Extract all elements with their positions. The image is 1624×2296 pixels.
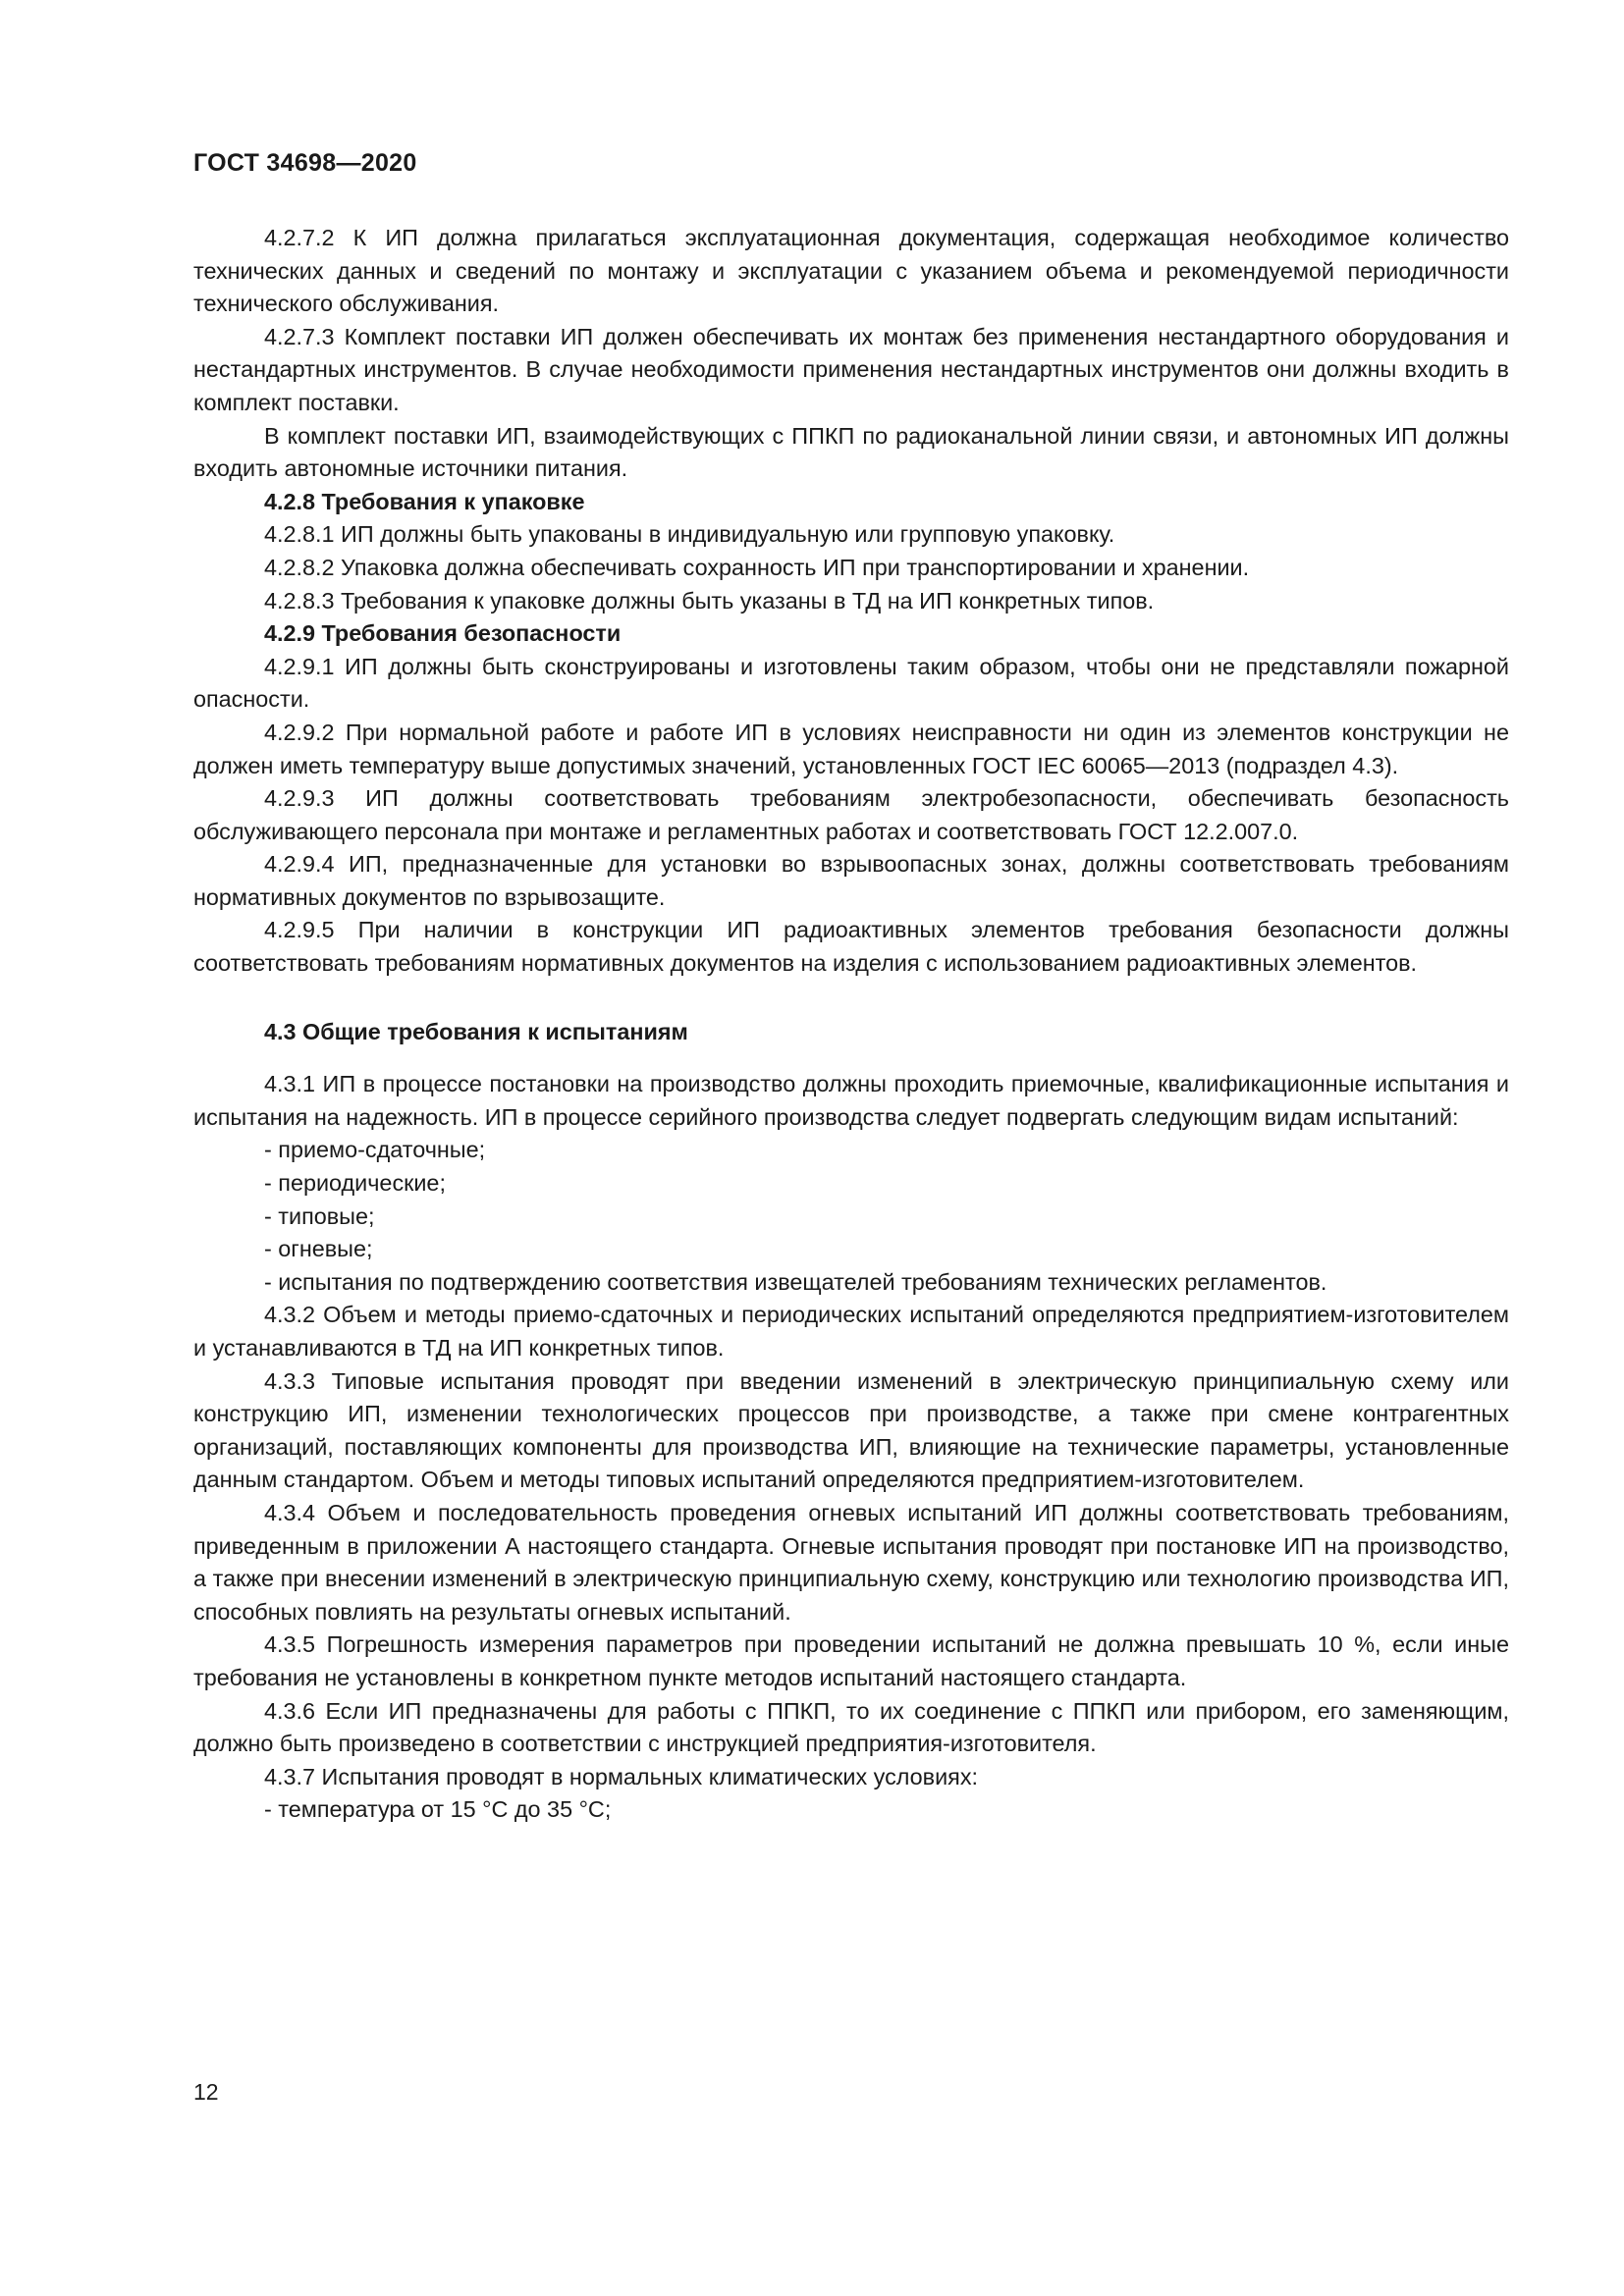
document-body [193,222,1509,1827]
paragraph: 4.2.7.2 К ИП должна прилагаться эксплуатационная документация, содержащая необходимое количество технических данных и сведений по монтажу и эксплуатации с указанием объема и рекомендуемой периодичности технического обслуживания. [193,225,1509,317]
paragraph: 4.3.3 Типовые испытания проводят при введении изменений в электрическую принципиальную схему или конструкцию ИП, изменении технологических процессов при производстве, а также при смене контрагентных организаций, поставляющих компоненты для производства ИП, влияющие на технические параметры, установленные данным стандартом. Объем и методы типовых испытаний определяются предприятием-изготовителем. [193,1367,1509,1493]
paragraph: 4.2.8.2 Упаковка должна обеспечивать сохранность ИП при транспортировании и хранении. [264,554,1250,580]
paragraph: 4.2.7.3 Комплект поставки ИП должен обеспечивать их монтаж без применения нестандартного оборудования и нестандартных инструментов. В случае необходимости применения нестандартных инструментов они должны входить в комплект поставки. [193,323,1509,415]
paragraph: 4.2.9.5 При наличии в конструкции ИП радиоактивных элементов требования безопасности должны соответствовать требованиям нормативных документов на изделия с использованием радиоактивных элементов. [193,917,1509,977]
paragraph: 4.2.9.4 ИП, предназначенные для установки во взрывоопасных зонах, должны соответствовать требованиям нормативных документов по взрывозащите. [193,851,1509,910]
paragraph: 4.2.9.3 ИП должны соответствовать требованиям электробезопасности, обеспечивать безопасность обслуживающего персонала при монтаже и регламентных работах и соответствовать ГОСТ 12.2.007.0. [193,785,1509,844]
section-heading: 4.3 Общие требования к испытаниям [264,1018,688,1044]
paragraph: 4.2.8.1 ИП должны быть упакованы в индивидуальную или групповую упаковку. [264,521,1115,548]
list-item: - испытания по подтверждению соответствия извещателей требованиям технических регламентов. [264,1268,1327,1295]
document-header: ГОСТ 34698—2020 [193,149,417,177]
paragraph: 4.3.1 ИП в процессе постановки на производство должны проходить приемочные, квалификационные испытания и испытания на надежность. ИП в процессе серийного производства следует подвергать следующим видам испытаний: [193,1071,1509,1130]
list-item: - температура от 15 °С до 35 °С; [264,1796,612,1823]
page-number: 12 [193,2079,219,2105]
list-item: - огневые; [264,1236,373,1262]
paragraph: 4.2.9.1 ИП должны быть сконструированы и изготовлены таким образом, чтобы они не представляли пожарной опасности. [193,653,1509,713]
paragraph: 4.3.6 Если ИП предназначены для работы с ППКП, то их соединение с ППКП или прибором, его заменяющим, должно быть произведено в соответствии с инструкцией предприятия-изготовителя. [193,1697,1509,1757]
paragraph: В комплект поставки ИП, взаимодействующих с ППКП по радиоканальной линии связи, и автономных ИП должны входить автономные источники питания. [193,422,1509,482]
paragraph: 4.2.8.3 Требования к упаковке должны быть указаны в ТД на ИП конкретных типов. [264,587,1155,614]
paragraph: 4.3.7 Испытания проводят в нормальных климатических условиях: [264,1763,979,1789]
list-item: - периодические; [264,1170,446,1197]
subsection-heading: 4.2.8 Требования к упаковке [264,488,585,514]
list-item: - типовые; [264,1202,375,1229]
paragraph: 4.3.5 Погрешность измерения параметров при проведении испытаний не должна превышать 10 %, если иные требования не установлены в конкретном пункте методов испытаний настоящего стандарта. [193,1631,1509,1690]
subsection-heading: 4.2.9 Требования безопасности [264,620,622,647]
paragraph: 4.3.4 Объем и последовательность проведения огневых испытаний ИП должны соответствовать требованиям, приведенным в приложении А настоящего стандарта. Огневые испытания проводят при постановке ИП на производство, а также при внесении изменений в электрическую принципиальную схему, конструкцию или технологию производства ИП, способных повлиять на результаты огневых испытаний. [193,1499,1509,1625]
paragraph: 4.3.2 Объем и методы приемо-сдаточных и периодических испытаний определяются предприятием-изготовителем и устанавливаются в ТД на ИП конкретных типов. [193,1302,1509,1361]
list-item: - приемо-сдаточные; [264,1137,486,1163]
paragraph: 4.2.9.2 При нормальной работе и работе ИП в условиях неисправности ни один из элементов конструкции не должен иметь температуру выше допустимых значений, установленных ГОСТ IEC 60065—2013 (подраздел 4.3). [193,719,1509,778]
